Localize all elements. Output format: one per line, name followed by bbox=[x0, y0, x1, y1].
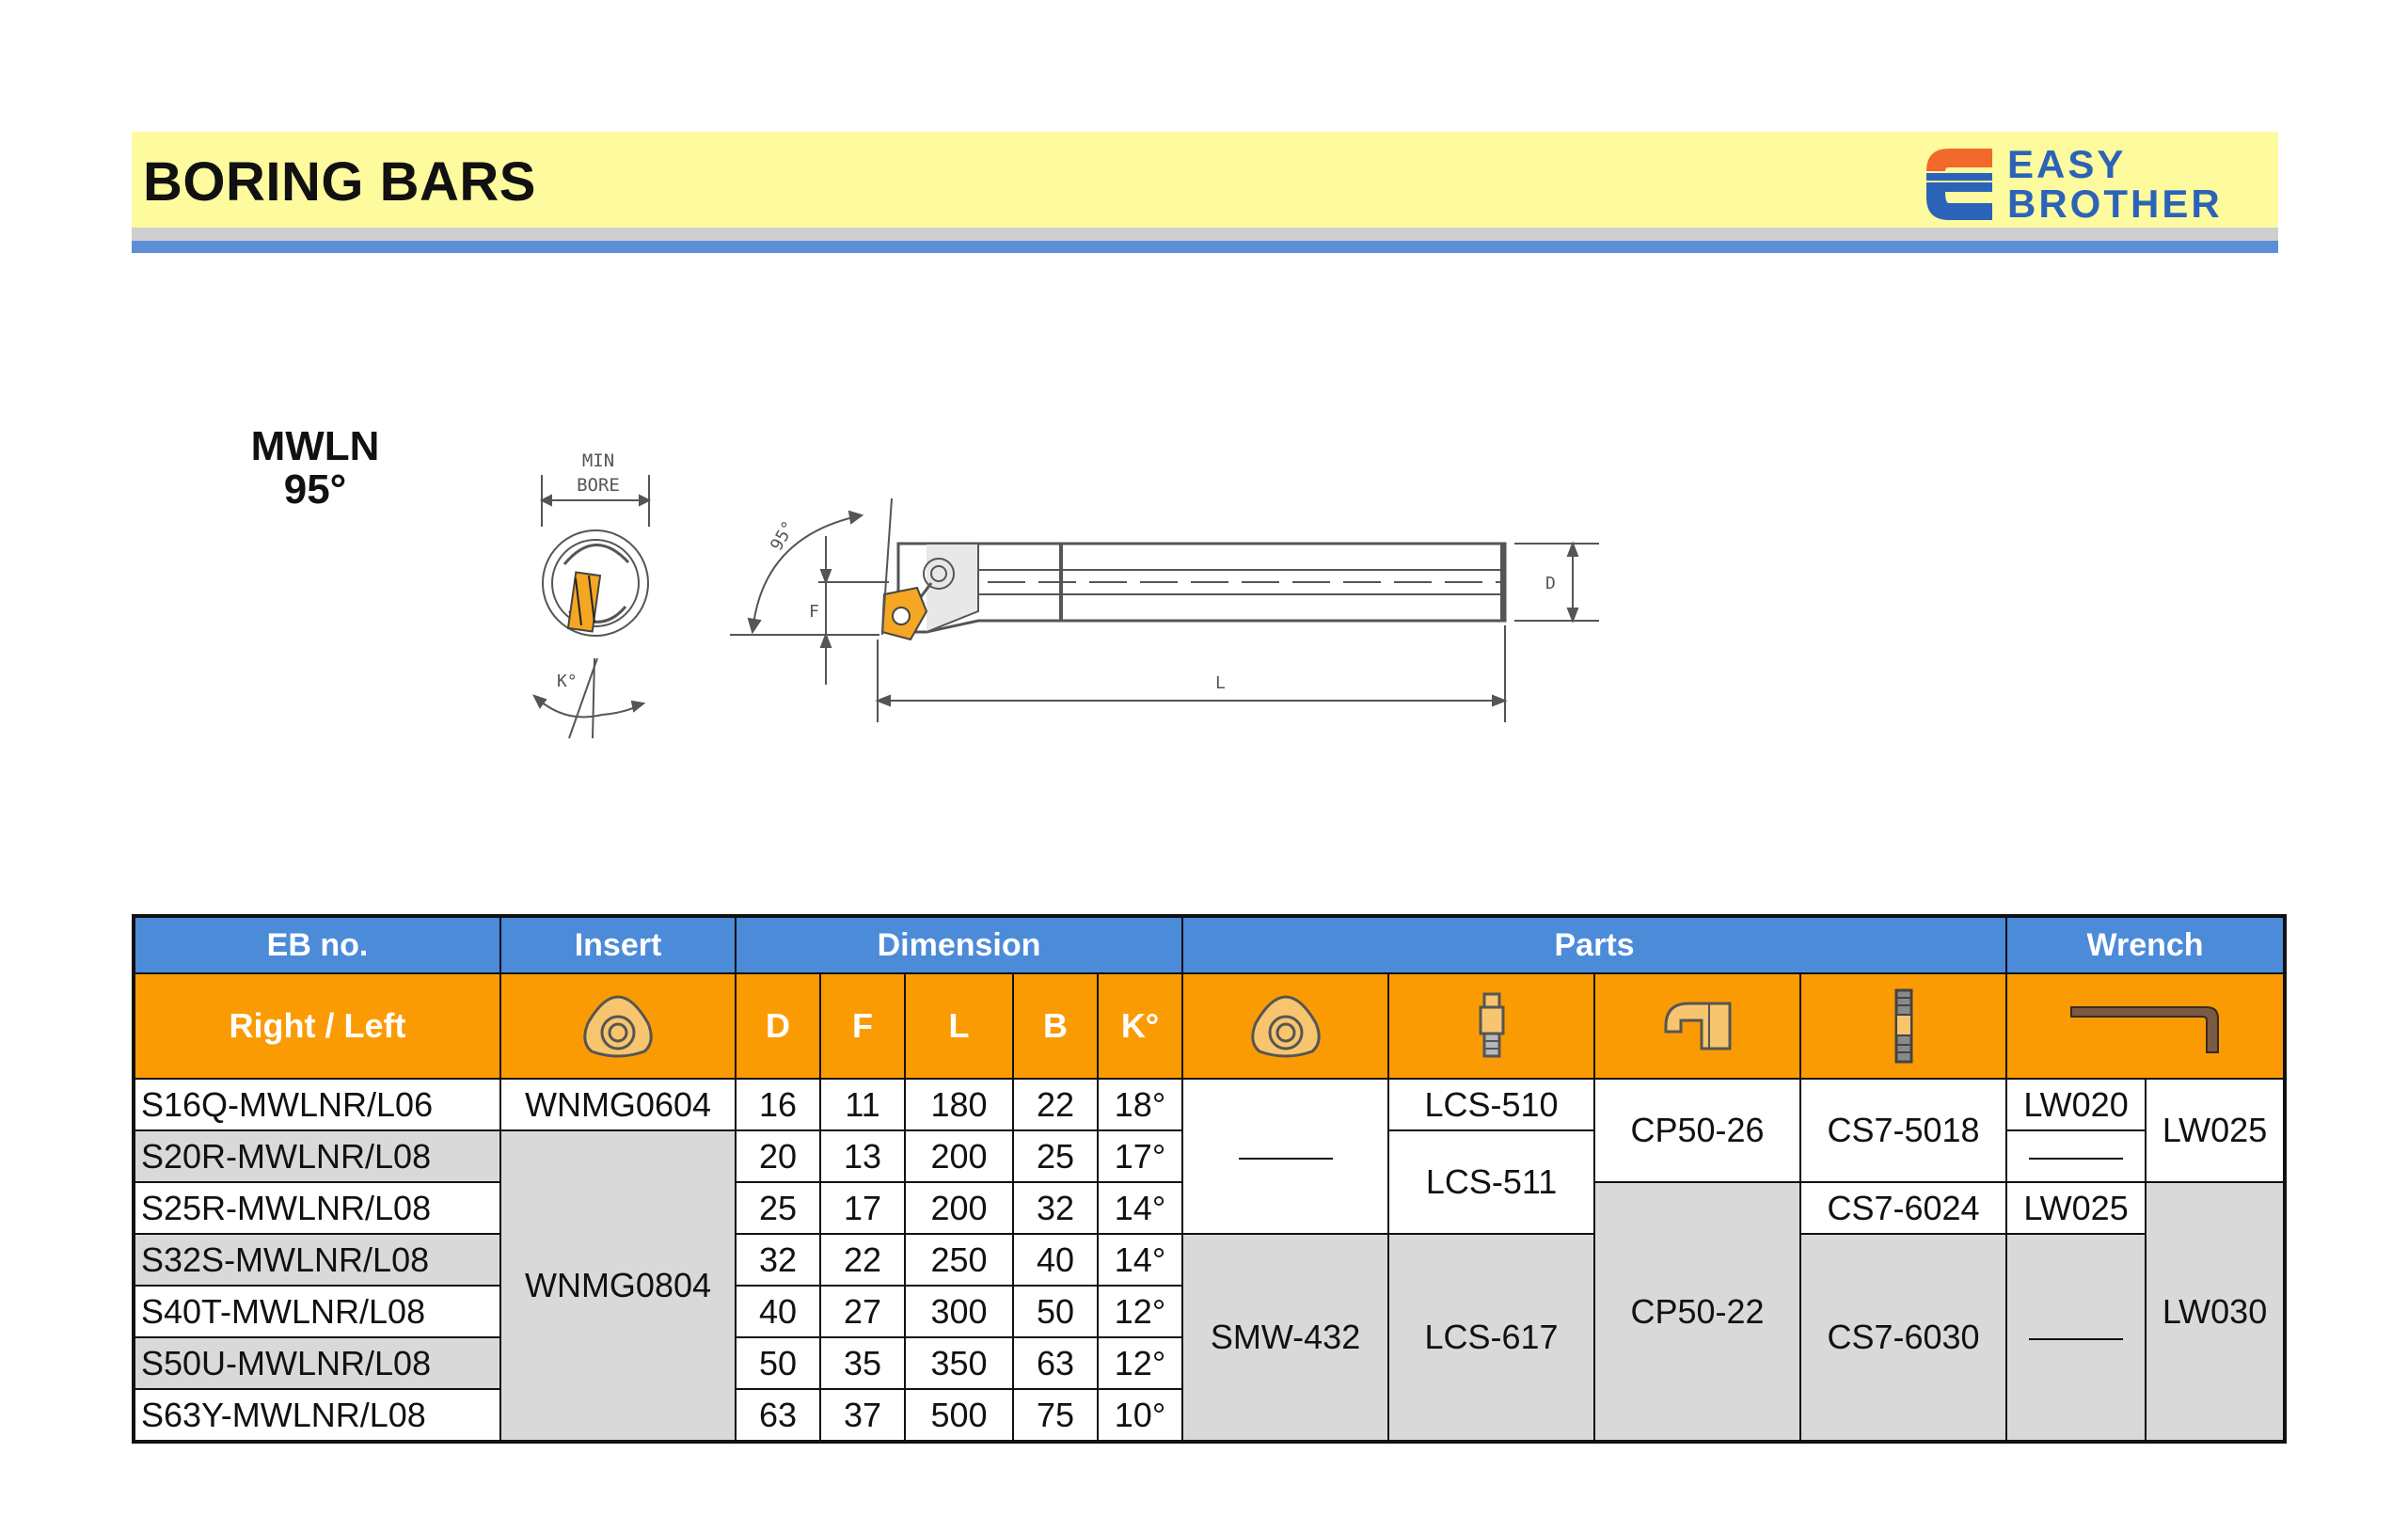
header-dim-b: B bbox=[1013, 973, 1098, 1079]
dim-f-cell: 35 bbox=[820, 1337, 905, 1389]
dim-b-cell: 75 bbox=[1013, 1389, 1098, 1442]
eb-no-cell: S50U-MWLNR/L08 bbox=[134, 1337, 500, 1389]
group-header-row bbox=[134, 916, 2285, 973]
wrench-b-cell: LW025 bbox=[2146, 1079, 2285, 1182]
not-applicable-dash bbox=[2029, 1158, 2123, 1160]
dim-l-cell: 250 bbox=[905, 1234, 1013, 1286]
header-wrench: Wrench bbox=[2006, 916, 2285, 973]
table-row bbox=[134, 1079, 2285, 1130]
screw-header-cell bbox=[1800, 973, 2006, 1079]
model-label bbox=[216, 425, 414, 512]
header-dimension: Dimension bbox=[736, 916, 1182, 973]
insert-cell: WNMG0804 bbox=[500, 1130, 736, 1442]
min-bore-label-1: MIN bbox=[581, 450, 615, 471]
side-view bbox=[730, 498, 1599, 722]
sub-header-row bbox=[134, 973, 2285, 1079]
brand-name-line2: BROTHER bbox=[2007, 182, 2223, 226]
table-row bbox=[134, 1234, 2285, 1286]
dim-b-cell: 32 bbox=[1013, 1182, 1098, 1234]
screw-cell: CS7-6030 bbox=[1800, 1234, 2006, 1442]
header-divider-grey bbox=[132, 228, 2278, 241]
header-insert: Insert bbox=[500, 916, 736, 973]
header-eb-no: EB no. bbox=[134, 916, 500, 973]
header-parts: Parts bbox=[1182, 916, 2006, 973]
clamp-cell: CP50-26 bbox=[1594, 1079, 1800, 1182]
wrench-a-cell: LW025 bbox=[2006, 1182, 2146, 1234]
dim-b-cell: 50 bbox=[1013, 1286, 1098, 1337]
dim-b-cell: 40 bbox=[1013, 1234, 1098, 1286]
brand-name-line1: EASY bbox=[2007, 142, 2127, 186]
shim-icon bbox=[1246, 991, 1325, 1061]
end-view bbox=[534, 475, 649, 738]
insert-cell: WNMG0604 bbox=[500, 1079, 736, 1130]
eb-no-cell: S32S-MWLNR/L08 bbox=[134, 1234, 500, 1286]
header-right-left: Right / Left bbox=[134, 973, 500, 1079]
dim-k-cell: 14° bbox=[1098, 1234, 1182, 1286]
dim-d-cell: 32 bbox=[736, 1234, 820, 1286]
dim-l-cell: 500 bbox=[905, 1389, 1013, 1442]
dim-b-cell: 22 bbox=[1013, 1079, 1098, 1130]
eb-no-cell: S40T-MWLNR/L08 bbox=[134, 1286, 500, 1337]
screw-cell: CS7-6024 bbox=[1800, 1182, 2006, 1234]
wrench-a-cell-none bbox=[2006, 1130, 2146, 1182]
dim-f-cell: 27 bbox=[820, 1286, 905, 1337]
pin-cell: LCS-511 bbox=[1388, 1130, 1594, 1234]
tool-drawing bbox=[508, 433, 1618, 752]
shim-cell: SMW-432 bbox=[1182, 1234, 1388, 1442]
header-dim-f: F bbox=[820, 973, 905, 1079]
wrench-header-cell bbox=[2006, 973, 2285, 1079]
dim-f-cell: 17 bbox=[820, 1182, 905, 1234]
min-bore-label-2: BORE bbox=[577, 475, 620, 496]
header-divider-blue bbox=[132, 241, 2278, 253]
dim-d-cell: 63 bbox=[736, 1389, 820, 1442]
hex-key-icon bbox=[2066, 996, 2226, 1056]
eb-no-cell: S63Y-MWLNR/L08 bbox=[134, 1389, 500, 1442]
spec-table bbox=[132, 914, 2287, 1444]
eb-no-cell: S25R-MWLNR/L08 bbox=[134, 1182, 500, 1234]
dim-l-cell: 200 bbox=[905, 1130, 1013, 1182]
shim-header-cell bbox=[1182, 973, 1388, 1079]
pin-cell: LCS-617 bbox=[1388, 1234, 1594, 1442]
dim-l-cell: 200 bbox=[905, 1182, 1013, 1234]
not-applicable-dash bbox=[1239, 1158, 1333, 1160]
k-angle-label: K° bbox=[557, 671, 578, 691]
dim-f-cell: 11 bbox=[820, 1079, 905, 1130]
wrench-b-cell: LW030 bbox=[2146, 1182, 2285, 1442]
dim-d-cell: 50 bbox=[736, 1337, 820, 1389]
dim-k-cell: 17° bbox=[1098, 1130, 1182, 1182]
dim-f-label: F bbox=[809, 602, 819, 622]
header-dim-k: K° bbox=[1098, 973, 1182, 1079]
dim-b-cell: 25 bbox=[1013, 1130, 1098, 1182]
brand-logo bbox=[1917, 143, 2274, 224]
dim-l-label: L bbox=[1215, 673, 1226, 693]
screw-cell: CS7-5018 bbox=[1800, 1079, 2006, 1182]
shim-pin-icon bbox=[1473, 990, 1511, 1062]
dim-k-cell: 12° bbox=[1098, 1286, 1182, 1337]
eb-no-cell: S16Q-MWLNR/L06 bbox=[134, 1079, 500, 1130]
dim-f-cell: 37 bbox=[820, 1389, 905, 1442]
dim-d-cell: 20 bbox=[736, 1130, 820, 1182]
dim-k-cell: 18° bbox=[1098, 1079, 1182, 1130]
dim-f-cell: 22 bbox=[820, 1234, 905, 1286]
header-dim-l: L bbox=[905, 973, 1013, 1079]
pin-cell: LCS-510 bbox=[1388, 1079, 1594, 1130]
dim-d-cell: 40 bbox=[736, 1286, 820, 1337]
model-name: MWLN bbox=[250, 423, 380, 469]
eb-no-cell: S20R-MWLNR/L08 bbox=[134, 1130, 500, 1182]
dim-l-cell: 300 bbox=[905, 1286, 1013, 1337]
angle-95-label: 95° bbox=[767, 517, 800, 555]
page-title: BORING BARS bbox=[143, 151, 536, 213]
shim-cell-none bbox=[1182, 1079, 1388, 1234]
clamp-header-cell bbox=[1594, 973, 1800, 1079]
dim-f-cell: 13 bbox=[820, 1130, 905, 1182]
not-applicable-dash bbox=[2029, 1338, 2123, 1340]
insert-icon bbox=[578, 991, 657, 1061]
screw-icon bbox=[1890, 987, 1918, 1066]
insert-header-cell bbox=[500, 973, 736, 1079]
dim-k-cell: 14° bbox=[1098, 1182, 1182, 1234]
dim-d-label: D bbox=[1545, 574, 1556, 593]
dim-k-cell: 10° bbox=[1098, 1389, 1182, 1442]
clamp-cell: CP50-22 bbox=[1594, 1182, 1800, 1442]
model-angle: 95° bbox=[283, 466, 347, 513]
wrench-a-cell-none bbox=[2006, 1234, 2146, 1442]
clamp-icon bbox=[1660, 998, 1735, 1054]
dim-l-cell: 350 bbox=[905, 1337, 1013, 1389]
pin-header-cell bbox=[1388, 973, 1594, 1079]
header-dim-d: D bbox=[736, 973, 820, 1079]
wrench-a-cell: LW020 bbox=[2006, 1079, 2146, 1130]
brand-mark-icon bbox=[1917, 143, 2002, 224]
dim-b-cell: 63 bbox=[1013, 1337, 1098, 1389]
dim-d-cell: 25 bbox=[736, 1182, 820, 1234]
dim-d-cell: 16 bbox=[736, 1079, 820, 1130]
dim-k-cell: 12° bbox=[1098, 1337, 1182, 1389]
dim-l-cell: 180 bbox=[905, 1079, 1013, 1130]
